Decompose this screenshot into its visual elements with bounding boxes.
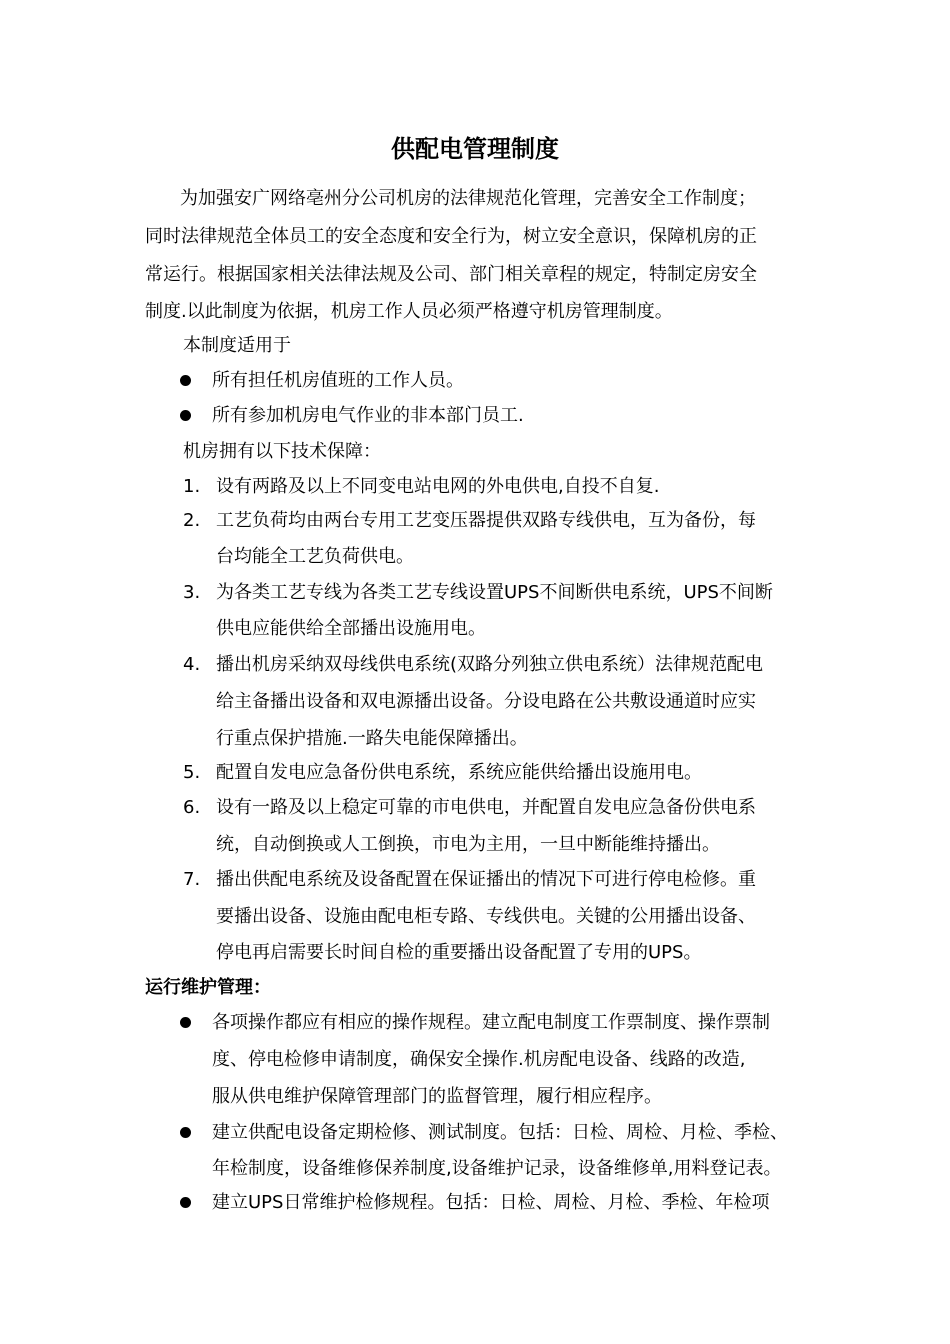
bullet-icon <box>180 1017 191 1028</box>
tech-item-line: 配置自发电应急备份供电系统，系统应能供给播出设施用电。 <box>216 762 702 783</box>
bullet-icon <box>180 1127 191 1138</box>
item-number: 7. <box>183 869 201 890</box>
tech-item-line: 给主备播出设备和双电源播出设备。分设电路在公共敷设通道时应实 <box>216 691 756 712</box>
item-number: 2. <box>183 510 201 531</box>
scope-item: 所有参加机房电气作业的非本部门员工. <box>212 405 524 426</box>
maintenance-item-line: 建立供配电设备定期检修、测试制度。包括：日检、周检、月检、季检、 <box>212 1122 788 1143</box>
intro-line: 制度.以此制度为依据，机房工作人员必须严格遵守机房管理制度。 <box>145 301 673 322</box>
tech-item-line: 播出供配电系统及设备配置在保证播出的情况下可进行停电检修。重 <box>216 869 756 890</box>
bullet-icon <box>180 1197 191 1208</box>
maintenance-heading: 运行维护管理： <box>145 977 271 998</box>
item-number: 1. <box>183 476 201 497</box>
tech-item-line: 设有一路及以上稳定可靠的市电供电，并配置自发电应急备份供电系 <box>216 797 756 818</box>
tech-item-line: 设有两路及以上不同变电站电网的外电供电,自投不自复. <box>216 476 660 497</box>
tech-item-line: 行重点保护措施.一路失电能保障播出。 <box>216 728 528 749</box>
page-title: 供配电管理制度 <box>391 135 559 163</box>
item-number: 3. <box>183 582 201 603</box>
intro-line: 同时法律规范全体员工的安全态度和安全行为，树立安全意识，保障机房的正 <box>145 226 757 247</box>
tech-item-line: 停电再启需要长时间自检的重要播出设备配置了专用的UPS。 <box>216 942 702 963</box>
maintenance-item-line: 服从供电维护保障管理部门的监督管理，履行相应程序。 <box>212 1086 662 1107</box>
scope-heading: 本制度适用于 <box>183 335 291 356</box>
intro-line: 常运行。根据国家相关法律法规及公司、部门相关章程的规定，特制定房安全 <box>145 264 757 285</box>
tech-item-line: 要播出设备、设施由配电柜专路、专线供电。关键的公用播出设备、 <box>216 906 756 927</box>
maintenance-item-line: 年检制度，设备维修保养制度,设备维护记录，设备维修单,用料登记表。 <box>212 1158 782 1179</box>
item-number: 4. <box>183 654 201 675</box>
tech-heading: 机房拥有以下技术保障： <box>183 441 381 462</box>
item-number: 5. <box>183 762 201 783</box>
maintenance-item-line: 度、停电检修申请制度，确保安全操作.机房配电设备、线路的改造, <box>212 1049 746 1070</box>
bullet-icon <box>180 410 191 421</box>
bullet-icon <box>180 375 191 386</box>
maintenance-item-line: 建立UPS日常维护检修规程。包括：日检、周检、月检、季检、年检项 <box>212 1192 770 1213</box>
tech-item-line: 为各类工艺专线为各类工艺专线设置UPS不间断供电系统，UPS不间断 <box>216 582 773 603</box>
scope-item: 所有担任机房值班的工作人员。 <box>212 370 464 391</box>
maintenance-item-line: 各项操作都应有相应的操作规程。建立配电制度工作票制度、操作票制 <box>212 1012 770 1033</box>
tech-item-line: 播出机房采纳双母线供电系统(双路分列独立供电系统）法律规范配电 <box>216 654 764 675</box>
tech-item-line: 工艺负荷均由两台专用工艺变压器提供双路专线供电，互为备份，每 <box>216 510 756 531</box>
intro-line: 为加强安广网络亳州分公司机房的法律规范化管理，完善安全工作制度； <box>180 188 756 209</box>
tech-item-line: 供电应能供给全部播出设施用电。 <box>216 618 486 639</box>
tech-item-line: 台均能全工艺负荷供电。 <box>216 546 414 567</box>
tech-item-line: 统，自动倒换或人工倒换，市电为主用，一旦中断能维持播出。 <box>216 834 720 855</box>
item-number: 6. <box>183 797 201 818</box>
